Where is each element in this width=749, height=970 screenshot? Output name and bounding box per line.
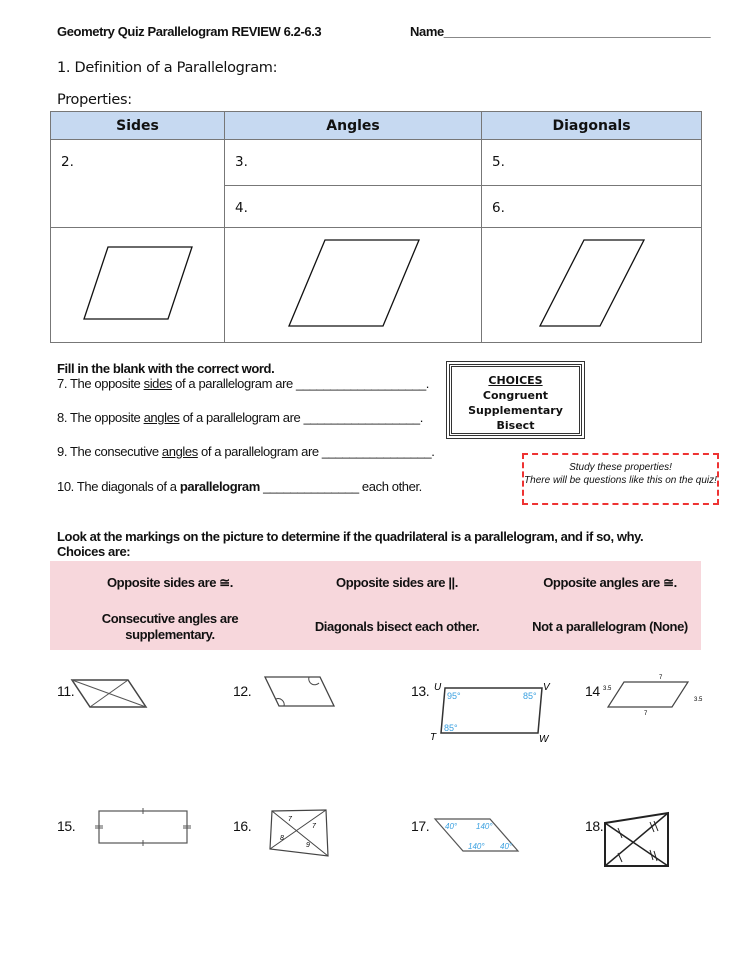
label: 40°	[500, 842, 513, 851]
problem-13: 13.	[411, 683, 430, 699]
figure-15	[95, 805, 195, 850]
label: 9	[306, 842, 310, 849]
label: of a parallelogram are ________________.	[197, 444, 435, 459]
cell-q4: 4.	[235, 200, 248, 216]
label: of a parallelogram are _________________.	[179, 410, 423, 425]
question-7	[57, 376, 429, 391]
option-opposite-sides-parallel: Opposite sides are ||.	[335, 575, 459, 590]
label: sides	[143, 376, 172, 391]
choice-congruent: Congruent	[482, 389, 549, 402]
cell-q3: 3.	[235, 154, 248, 170]
question-9	[57, 444, 434, 459]
label: 3.5	[694, 697, 703, 703]
angle-u: 95°	[447, 691, 461, 701]
question-10	[57, 479, 422, 494]
vertex-t: T	[430, 732, 437, 743]
question-1: 1. Definition of a Parallelogram:	[57, 60, 278, 76]
choices-box	[449, 364, 582, 436]
name-field: Name_______________________________________	[410, 24, 711, 39]
note-line-1: Study these properties!	[569, 462, 672, 473]
problem-11: 11.	[57, 683, 75, 699]
choices-are-label: Choices are:	[57, 544, 131, 559]
cell-q2: 2.	[61, 154, 74, 170]
header-angles: Angles	[225, 112, 482, 140]
figure-11	[70, 670, 150, 715]
note-line-2: There will be questions like this on the quiz!	[524, 475, 717, 486]
label: 7	[659, 675, 663, 681]
option-consecutive-supplementary: Consecutive angles are supplementary.	[101, 611, 239, 642]
vertex-u: U	[434, 682, 442, 693]
label: of a parallelogram are ___________________.	[171, 376, 430, 391]
label: 7	[644, 711, 648, 715]
option-none: Not a parallelogram (None)	[532, 619, 688, 634]
vertex-w: W	[539, 734, 549, 745]
label: 7	[312, 823, 316, 830]
choice-supplementary: Supplementary	[468, 404, 563, 417]
label: angles	[161, 444, 198, 459]
label: 7. The opposite	[57, 376, 144, 391]
parallelogram-sides-figure	[78, 243, 198, 323]
label: 8. The opposite	[57, 410, 144, 425]
figure-17	[432, 815, 522, 855]
header-sides: Sides	[51, 112, 225, 140]
figure-18	[600, 810, 675, 870]
parallelogram-angles-figure	[283, 236, 423, 331]
option-diagonals-bisect: Diagonals bisect each other.	[314, 619, 480, 634]
cell-q5: 5.	[492, 154, 505, 170]
angle-v: 85°	[523, 691, 537, 701]
study-note	[522, 453, 719, 505]
figure-13	[425, 680, 555, 745]
choice-bisect: Bisect	[496, 419, 535, 432]
choices-title: CHOICES	[488, 374, 543, 387]
cell-q6: 6.	[492, 200, 505, 216]
markings-instruction: Look at the markings on the picture to determine if the quadrilateral is a parallelogram, and if so, why.	[57, 529, 644, 544]
problem-17: 17.	[411, 818, 430, 834]
vertex-v: V	[543, 682, 550, 693]
option-opposite-sides-congruent: Opposite sides are ≅.	[106, 575, 234, 590]
label: 8	[280, 835, 284, 842]
label: 40°	[445, 822, 458, 831]
option-opposite-angles-congruent: Opposite angles are ≅.	[543, 575, 677, 590]
label: 140°	[468, 842, 485, 851]
properties-label: Properties:	[57, 92, 132, 108]
figure-16	[268, 808, 333, 860]
label: parallelogram	[179, 479, 260, 494]
parallelogram-diagonals-figure	[532, 236, 652, 331]
label: 7	[288, 816, 292, 823]
label: 10. The diagonals of a	[57, 479, 180, 494]
label: angles	[143, 410, 180, 425]
problem-16: 16.	[233, 818, 252, 834]
problem-14: 14	[585, 683, 600, 699]
label: ______________ each other.	[259, 479, 422, 494]
problem-12: 12.	[233, 683, 252, 699]
label: 9. The consecutive	[57, 444, 162, 459]
header-diagonals: Diagonals	[482, 112, 702, 140]
label: 3.5	[603, 686, 612, 692]
question-8	[57, 410, 423, 425]
angle-t: 85°	[444, 723, 458, 733]
worksheet-title: Geometry Quiz Parallelogram REVIEW 6.2-6.3	[57, 24, 322, 39]
answer-choices-panel	[50, 561, 701, 650]
problem-18: 18.	[585, 818, 604, 834]
figure-12	[262, 670, 337, 712]
figure-14	[598, 670, 713, 715]
properties-table	[50, 111, 702, 343]
label: 140°	[476, 822, 493, 831]
problem-15: 15.	[57, 818, 76, 834]
fill-instruction: Fill in the blank with the correct word.	[57, 361, 275, 376]
